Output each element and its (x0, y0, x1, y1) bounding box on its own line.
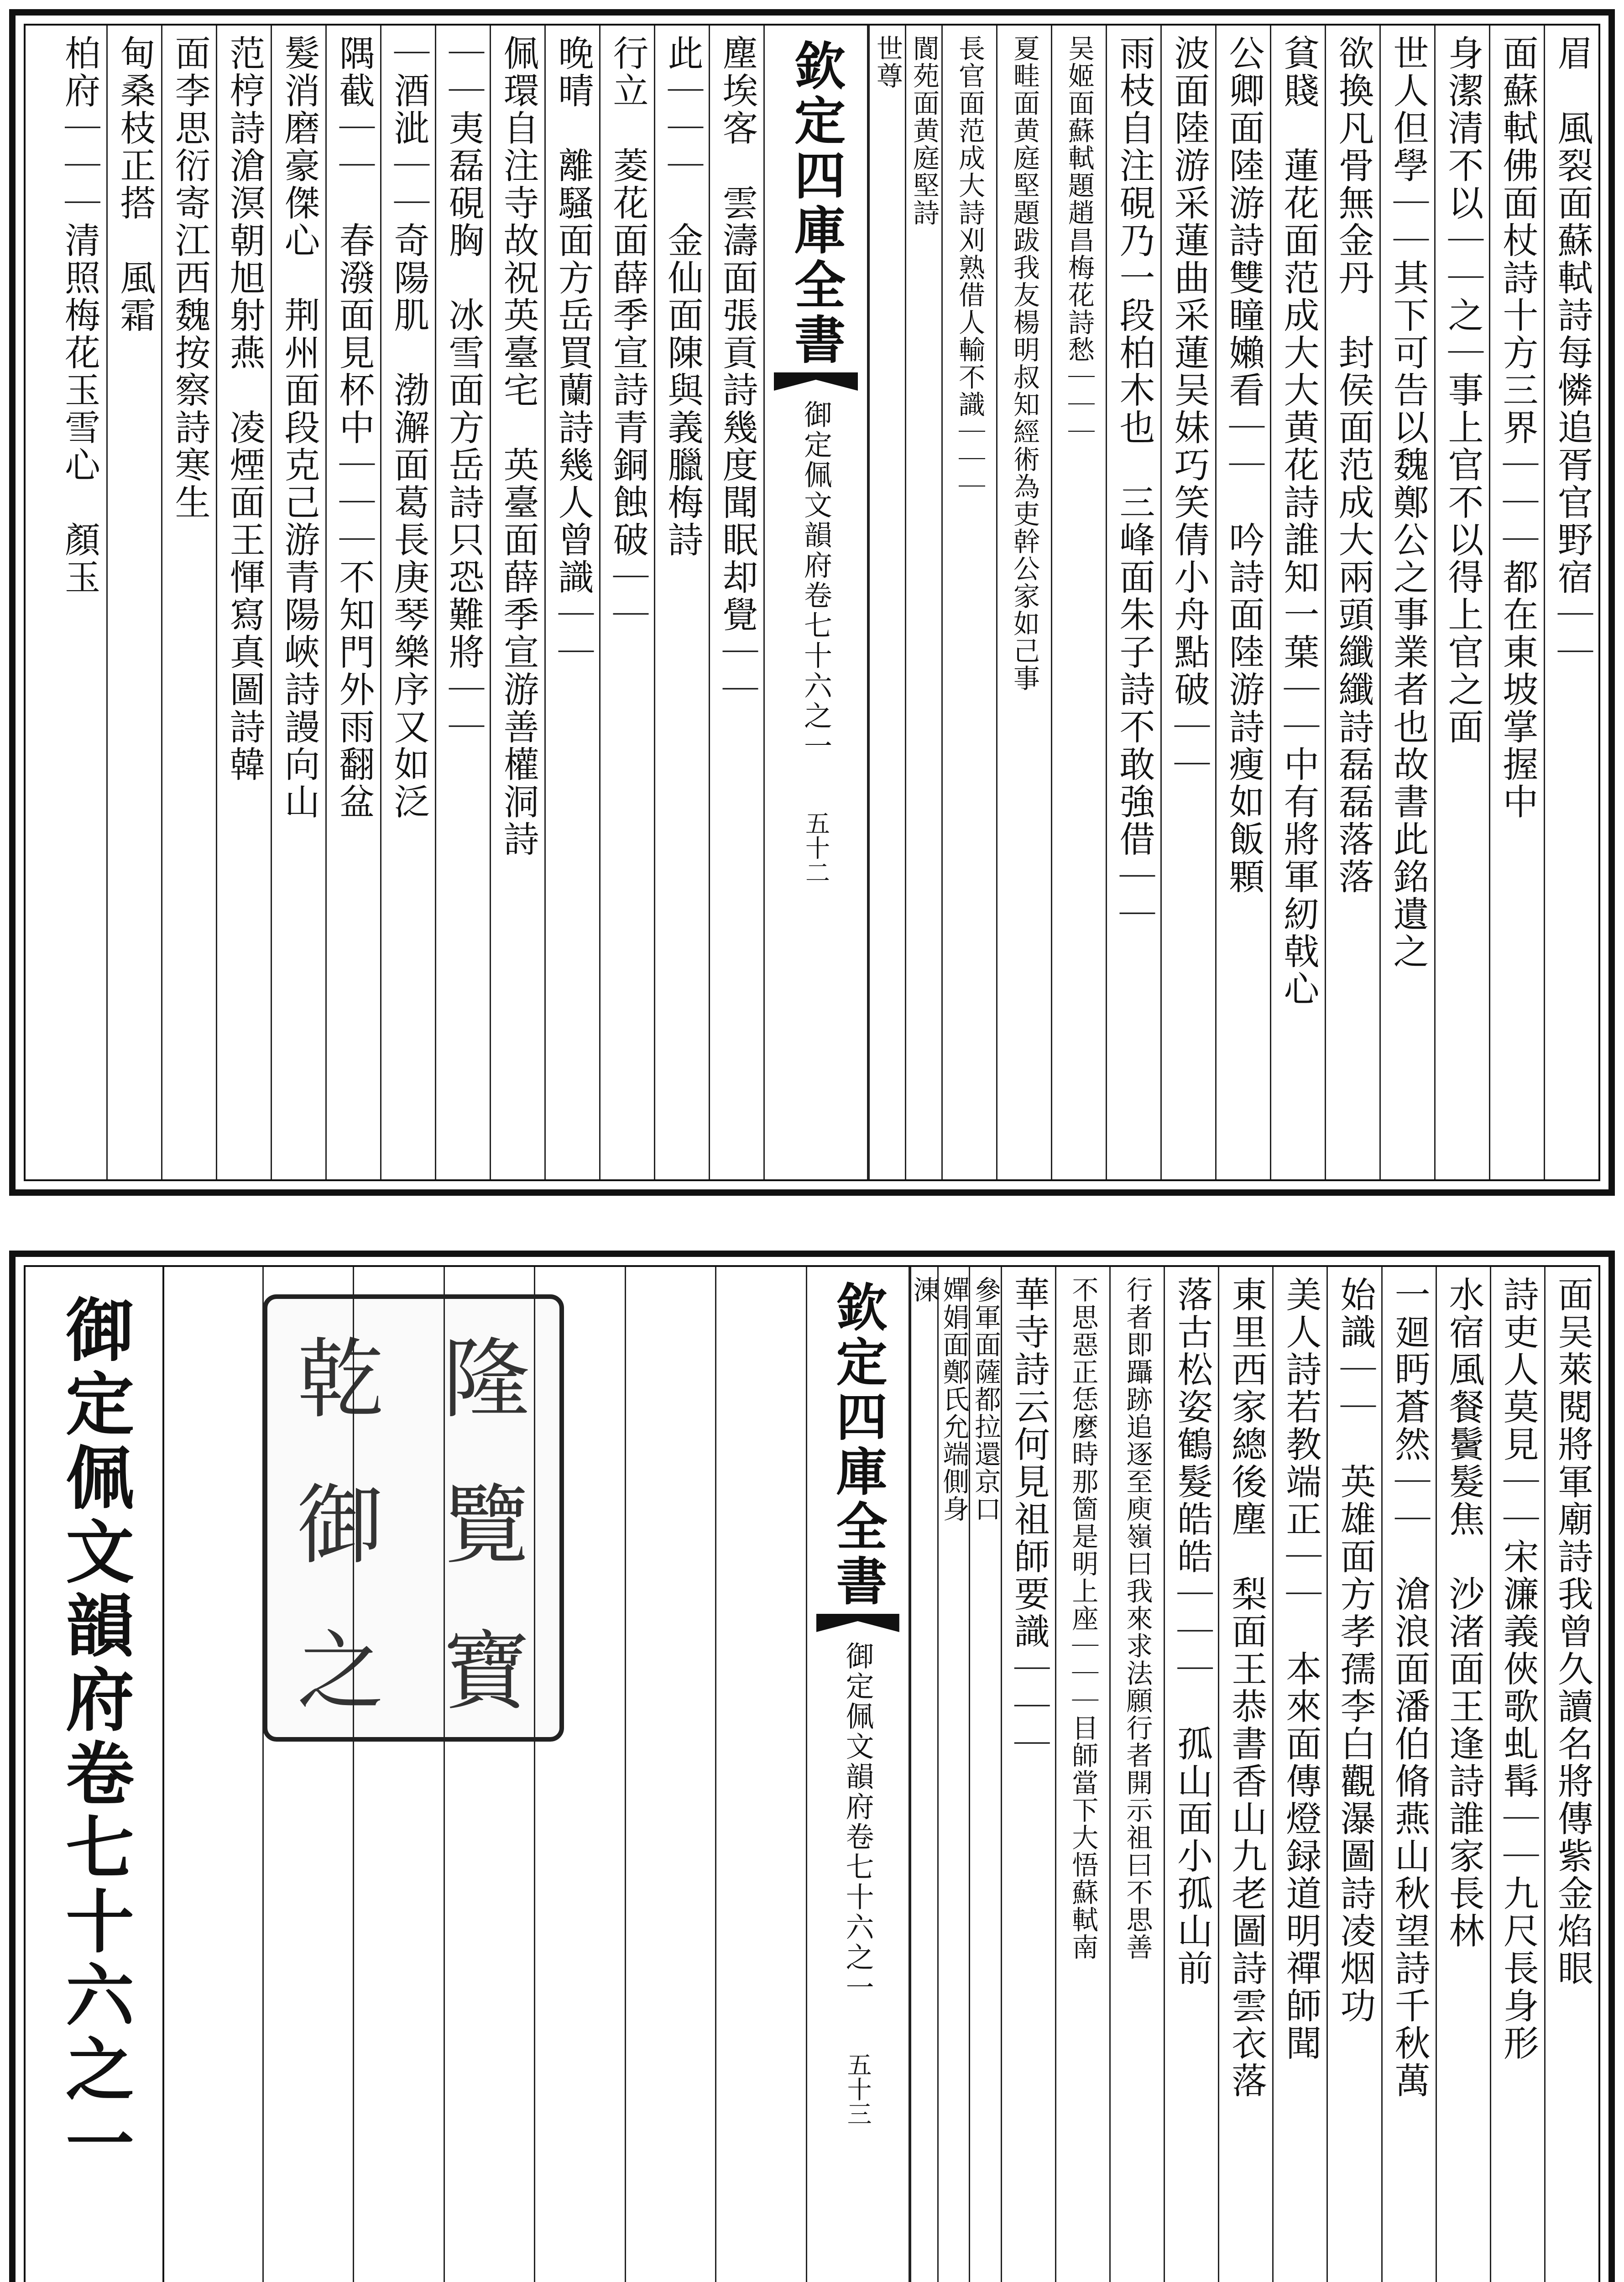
empty-column (353, 1267, 444, 2282)
text-column: 范梈詩滄溟朝旭射燕 凌煙面王惲寫真圖詩韓 (216, 26, 271, 1179)
seal-char: 隆 (443, 1329, 530, 1430)
text-column: 世尊 (868, 26, 905, 1179)
text-column: 隅截｜｜ 春潑面見杯中｜｜｜不知門外雨翻盆 (325, 26, 380, 1179)
text-column: 面吴萊閱將軍廟詩我曾久讀名將傳紫金焰眼 (1544, 1267, 1598, 2282)
text-column: 參軍面薩都拉還京口 (969, 1267, 1000, 2282)
top-columns (26, 26, 1598, 1179)
text-column: 涷 (910, 1267, 937, 2282)
text-column: 面蘇軾佛面杖詩十方三界｜｜｜都在東坡掌握中 (1489, 26, 1544, 1179)
text-column: 眉 風裂面蘇軾詩每憐追胥官野宿｜｜ (1544, 26, 1598, 1179)
text-column: 塵埃客 雲濤面張貢詩幾度聞眠却覺｜｜ (709, 26, 763, 1179)
text-column: 貧賤 蓮花面范成大大黄花詩誰知一葉｜｜中有將軍紉戟心 (1270, 26, 1325, 1179)
text-column: 柏府｜｜｜清照梅花玉雪心 顏玉 (58, 35, 100, 596)
fishtail-mark (816, 1614, 899, 1632)
text-column: 行者即躡跡追逐至庾嶺曰我來求法願行者開示祖曰不思善 (1109, 1267, 1164, 2282)
volume-title: 御定佩文韻府卷七十六之一 (26, 1267, 164, 2282)
text-column: 夏畦面黄庭堅題跋我友楊明叔知經術為吏幹公家如己事 (996, 26, 1051, 1179)
text-column: 美人詩若教端正｜｜ 本來面傳燈録道明禪師聞 (1272, 1267, 1326, 2282)
text-column: ｜｜夷磊硯胸 冰雪面方岳詩只恐難將｜｜ (435, 26, 490, 1179)
text-column: 閬苑面黄庭堅詩 (905, 26, 941, 1179)
text-column: 此｜｜｜ 金仙面陳與義臘梅詩 (654, 26, 709, 1179)
seal-char: 寶 (443, 1621, 530, 1722)
text-column: ｜酒泚｜｜奇陽肌 渤澥面葛長庚琴樂序又如泛 (380, 26, 435, 1179)
seal-char: 御 (297, 1475, 384, 1576)
text-column: 吴姬面蘇軾題趙昌梅花詩愁｜｜｜ (1051, 26, 1106, 1179)
center-subtitle: 御定佩文韻府卷七十六之一 (799, 400, 833, 761)
empty-column (444, 1267, 534, 2282)
empty-column (534, 1267, 625, 2282)
text-column: 水宿風餐鬢髮焦 沙渚面王逢詩誰家長林 (1436, 1267, 1490, 2282)
seal-char: 覽 (443, 1475, 530, 1576)
text-column: 一廻眄蒼然｜｜ 滄浪面潘伯脩燕山秋望詩千秋萬 (1381, 1267, 1436, 2282)
text-column: 波面陸游采蓮曲采蓮吴妹巧笑倩小舟點破｜｜ (1160, 26, 1215, 1179)
top-page (9, 9, 1615, 1196)
bottom-page-frame (24, 1265, 1600, 2282)
text-column: 行立 菱花面薛季宣詩青銅蝕破｜｜ (599, 26, 654, 1179)
center-title: 欽定四庫全書 (828, 1281, 888, 1609)
empty-column (172, 1267, 262, 2282)
page-number: 五十三 (843, 2052, 872, 2126)
page-number: 五十二 (801, 811, 830, 885)
bottom-columns (172, 1267, 1598, 2282)
seal-char: 之 (297, 1621, 384, 1722)
text-column: 詩吏人莫見｜｜宋濂義俠歌虬髯｜｜九尺長身形 (1490, 1267, 1544, 2282)
text-column: 佩環自注寺故祝英臺宅 英臺面薛季宣游善權洞詩 (490, 26, 544, 1179)
empty-column (715, 1267, 806, 2282)
text-column: 長官面范成大詩刈熟借人輸不識｜｜｜ (941, 26, 996, 1179)
text-column: 落古松姿鶴髮皓皓｜｜｜ 孤山面小孤山前 (1164, 1267, 1218, 2282)
text-column: 面李思衍寄江西魏按察詩寒生 (161, 26, 216, 1179)
text-column: 晚晴 離騷面方岳買蘭詩幾人曾識｜｜ (544, 26, 599, 1179)
seal-char: 乾 (297, 1329, 384, 1430)
text-column: 髮消磨豪傑心 荆州面段克己游青陽峽詩謾向山 (271, 26, 325, 1179)
text-column: 華寺詩云何見祖師要識｜｜｜ (1001, 1267, 1055, 2282)
text-column: 欲換凡骨無金丹 封侯面范成大兩頭纖纖詩磊磊落落 (1325, 26, 1379, 1179)
text-column: 公卿面陸游詩雙瞳嬾看｜｜ 吟詩面陸游詩瘦如飯顆 (1215, 26, 1270, 1179)
center-column (763, 26, 868, 1179)
fishtail-mark (774, 372, 858, 391)
text-column: 世人但學｜｜其下可告以魏鄭公之事業者也故書此銘遺之 (1379, 26, 1434, 1179)
center-column (806, 1267, 910, 2282)
text-column: 不思惡正恁麼時那箇是明上座｜｜｜目師當下大悟蘇軾南 (1055, 1267, 1109, 2282)
center-subtitle: 御定佩文韻府卷七十六之一 (841, 1641, 875, 2003)
text-column: 身潔清不以｜｜之｜事上官不以得上官之面 (1434, 26, 1489, 1179)
text-column: 始識｜｜ 英雄面方孝孺李白觀瀑圖詩凌烟功 (1326, 1267, 1381, 2282)
empty-column (625, 1267, 715, 2282)
text-column: 東里西家總後塵 梨面王恭書香山九老圖詩雲衣落 (1218, 1267, 1272, 2282)
empty-column (262, 1267, 353, 2282)
text-column: 甸桑枝正搭 風霜 (106, 26, 161, 1179)
text-column: 嬋娟面鄭氏允端側身 (937, 1267, 969, 2282)
text-column: 雨枝自注硯乃一段柏木也 三峰面朱子詩不敢強借｜｜ (1106, 26, 1160, 1179)
center-title: 欽定四庫全書 (786, 39, 846, 368)
bottom-page (9, 1251, 1615, 2282)
top-page-frame (24, 24, 1600, 1181)
